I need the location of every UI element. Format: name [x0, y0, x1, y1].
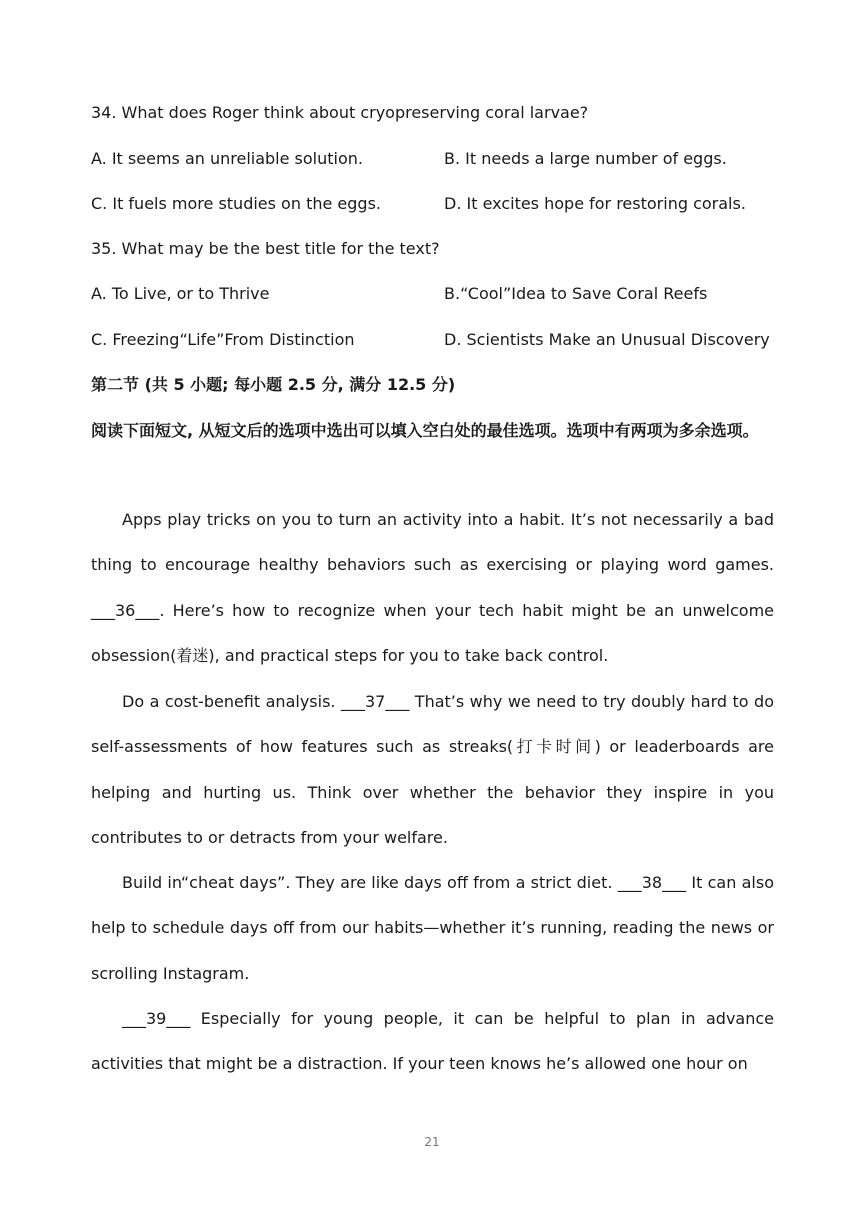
question-34-stem: 34. What does Roger think about cryopreserving coral larvae? [91, 103, 589, 122]
passage-paragraph-4: ___39___ Especially for young people, it can be helpful to plan in advance activities that might be a distraction. If your teen knows he’s allowed one hour on [91, 1009, 774, 1074]
question-35-option-d: D. Scientists Make an Unusual Discovery [444, 330, 770, 349]
question-34-option-d: D. It excites hope for restoring corals. [444, 194, 746, 213]
passage-paragraph-3: Build in“cheat days”. They are like days off from a strict diet. ___38___ It can also help to schedule days off from our habits—whether it’s running, reading the news or scrolling Instagram. [91, 873, 774, 983]
section-heading: 第二节 (共 5 小题; 每小题 2.5 分, 满分 12.5 分) [91, 375, 456, 394]
question-35-stem: 35. What may be the best title for the text? [91, 239, 440, 258]
question-35-option-c: C. Freezing“Life”From Distinction [91, 330, 355, 349]
question-34-option-a: A. It seems an unreliable solution. [91, 149, 363, 168]
section-instructions: 阅读下面短文, 从短文后的选项中选出可以填入空白处的最佳选项。选项中有两项为多余选项。 [91, 421, 759, 440]
question-35-option-b: B.“Cool”Idea to Save Coral Reefs [444, 284, 708, 303]
question-35-option-a: A. To Live, or to Thrive [91, 284, 270, 303]
question-34-option-c: C. It fuels more studies on the eggs. [91, 194, 381, 213]
passage-paragraph-1: Apps play tricks on you to turn an activity into a habit. It’s not necessarily a bad thing to encourage healthy behaviors such as exercising or playing word games. ___36___. Here’s how to recognize when your tech habit might be an unwelcome obsession(着迷), and practical steps for you to take back control. [91, 510, 774, 665]
question-34-option-b: B. It needs a large number of eggs. [444, 149, 727, 168]
passage-paragraph-2: Do a cost-benefit analysis. ___37___ That’s why we need to try doubly hard to do self-assessments of how features such as streaks(打卡时间) or leaderboards are helping and hurting us. Think over whether the behavior they inspire in you contributes to or detracts from your welfare. [91, 692, 774, 847]
page-number: 21 [424, 1135, 440, 1149]
